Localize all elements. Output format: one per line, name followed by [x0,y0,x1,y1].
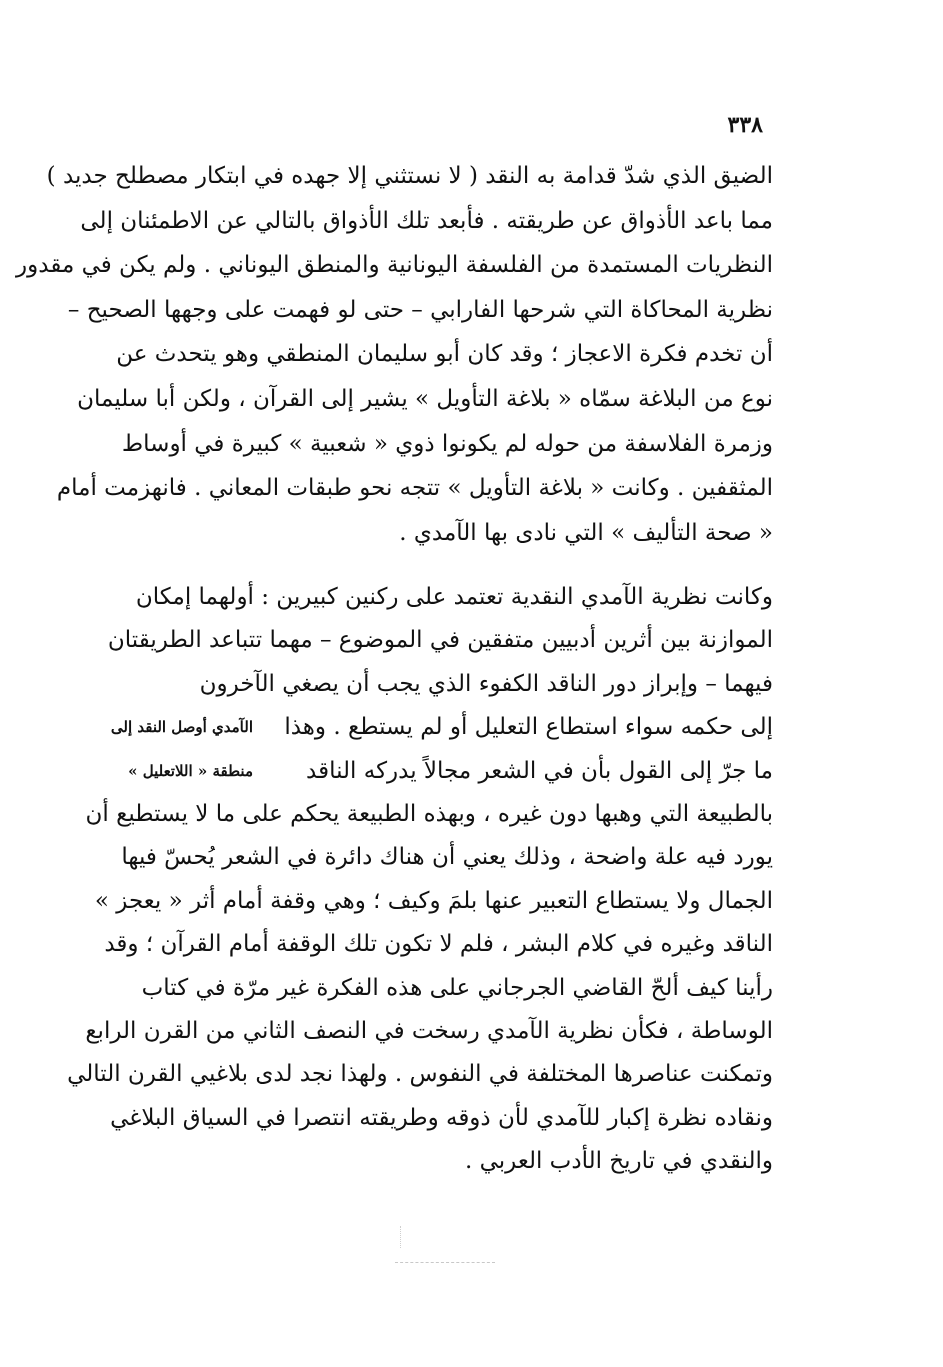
text-line: يورد فيه علة واضحة ، وذلك يعني أن هناك دائرة في الشعر يُحسّ فيها [121,844,773,871]
text-line: والنقدي في تاريخ الأدب العربي . [464,1148,773,1175]
text-line: نوع من البلاغة سمّاه « بلاغة التأويل » يشير إلى القرآن ، ولكن أبا سليمان [77,385,773,412]
text-line: الموازنة بين أثرين أدبيين متفقين في الموضوع – مهما تتباعد الطريقتان [107,627,773,654]
page-number: ٣٣٨ [727,112,763,138]
text-line: الناقد وغيره في كلام البشر ، فلم لا تكون تلك الوقفة أمام القرآن ؛ وقد [104,931,773,958]
margin-note: منطقة « اللاتعليل » [128,761,253,780]
text-line: وتمكنت عناصرها المختلفة في النفوس . ولهذا نجد لدى بلاغيي القرن التالي [67,1061,773,1088]
text-line: ونقاده نظرة إكبار للآمدي لأن ذوقه وطريقته انتصرا في السياق البلاغي [110,1104,773,1131]
text-line: النظريات المستمدة من الفلسفة اليونانية والمنطق اليوناني . ولم يكن في مقدور [16,252,773,279]
text-line: الوساطة ، فكأن نظرية الآمدي رسخت في النصف الثاني من القرن الرابع [85,1017,773,1044]
text-line: إلى حكمه سواء استطاع التعليل أو لم يستطع . وهذا [284,714,773,741]
scan-artifact [395,1262,495,1264]
text-line: المثقفين . وكانت « بلاغة التأويل » تتجه نحو طبقات المعاني . فانهزمت أمام [56,475,773,502]
text-line: « صحة التأليف » التي نادى بها الآمدي . [399,519,773,546]
text-line-with-margin-note [105,706,773,749]
paragraph-1 [16,154,773,555]
paragraph-2 [67,576,773,1183]
margin-note: الآمدي أوصل النقد إلى [110,718,253,737]
text-line: وزمرة الفلاسفة من حوله لم يكونوا ذوي « شعبية » كبيرة في أوساط [121,430,773,457]
text-line: مما باعد الأذواق عن طريقته . فأبعد تلك الأذواق بالتالي عن الاطمئنان إلى [80,207,773,234]
text-line-with-margin-note [105,750,773,793]
text-line: الضيق الذي شدّ قدامة به النقد ( لا نستثني إلا جهده في ابتكار مصطلح جديد ) [46,163,773,189]
text-line: نظرية المحاكاة التي شرحها الفارابي – حتى لو فهمت على وجهها الصحيح – [67,296,773,323]
text-line: الجمال ولا يستطاع التعبير عنها بلمَ وكيف ؛ وهي وقفة أمام أثر « يعجز » [94,887,773,914]
text-line: بالطبيعة التي وهبها دون غيره ، وبهذه الطبيعة يحكم على ما لا يستطيع أن [85,800,773,827]
text-line: أن تخدم فكرة الاعجاز ؛ وقد كان أبو سليمان المنطقي وهو يتحدث عن [116,341,773,368]
scan-artifact [400,1226,402,1248]
text-line: رأينا كيف ألحّ القاضي الجرجاني على هذه الفكرة غير مرّة في كتاب [141,974,773,1001]
text-line: ما جرّ إلى القول بأن في الشعر مجالاً يدركه الناقد [306,757,773,784]
text-line: وكانت نظرية الآمدي النقدية تعتمد على ركنين كبيرين : أولهما إمكان [135,584,773,610]
text-line: فيهما – وإبراز دور الناقد الكفوء الذي يجب أن يصغي الآخرون [199,670,773,697]
